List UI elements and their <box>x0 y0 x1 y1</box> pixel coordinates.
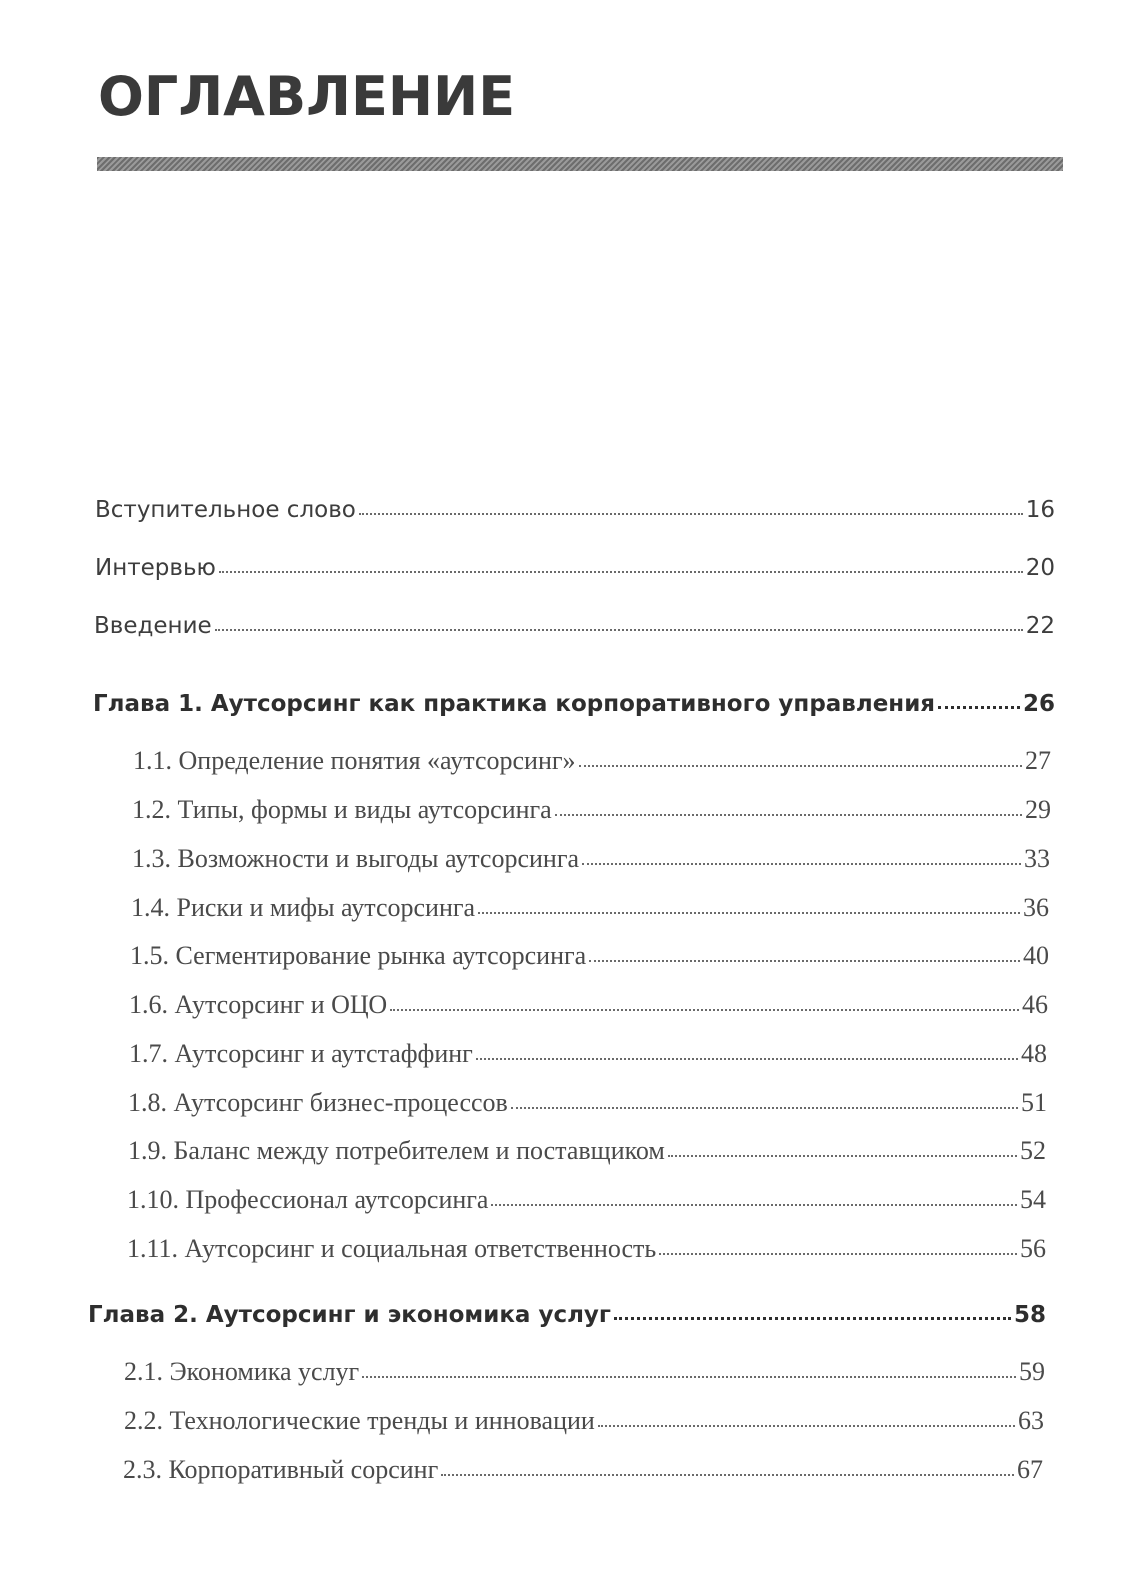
toc-entry-title: 2.3. Корпоративный сорсинг <box>123 1455 439 1484</box>
toc-entry-page: 29 <box>1025 795 1051 824</box>
toc-entry-title: 1.7. Аутсорсинг и аутстаффинг <box>129 1039 473 1068</box>
toc-entry-title: 1.9. Баланс между потребителем и поставщиком <box>128 1136 665 1165</box>
toc-entry-page: 27 <box>1025 746 1051 775</box>
toc-entry-page: 46 <box>1022 990 1048 1019</box>
dot-leader <box>668 1153 1017 1157</box>
toc-entry-page: 26 <box>1022 691 1055 717</box>
toc-entry-title: 1.8. Аутсорсинг бизнес-процессов <box>128 1088 508 1117</box>
toc-section-entry[interactable] <box>127 1234 1046 1264</box>
toc-entry-page: 33 <box>1024 844 1050 873</box>
toc-section-entry[interactable] <box>128 1136 1046 1166</box>
toc-entry[interactable] <box>95 555 1055 581</box>
toc-section-entry[interactable] <box>129 990 1048 1020</box>
toc-section-entry[interactable] <box>132 844 1050 874</box>
dot-leader <box>555 812 1022 816</box>
toc-section-entry[interactable] <box>130 941 1049 971</box>
toc-entry[interactable] <box>95 497 1055 523</box>
toc-entry-page: 16 <box>1025 497 1055 523</box>
toc-section-entry[interactable] <box>133 746 1051 776</box>
toc-entry-page: 48 <box>1021 1039 1047 1068</box>
toc-section-entry[interactable] <box>129 1039 1047 1069</box>
dot-leader <box>598 1423 1015 1427</box>
toc-entry-title: 1.5. Сегментирование рынка аутсорсинга <box>130 941 587 970</box>
dot-leader <box>579 763 1022 767</box>
dot-leader <box>390 1007 1019 1011</box>
toc-chapter-entry[interactable] <box>88 1302 1046 1328</box>
toc-entry-page: 52 <box>1020 1136 1046 1165</box>
dot-leader <box>511 1105 1018 1109</box>
toc-entry-title: 1.2. Типы, формы и виды аутсорсинга <box>132 795 552 824</box>
toc-section-entry[interactable] <box>127 1185 1046 1215</box>
toc-entry-page: 58 <box>1013 1302 1046 1328</box>
toc-entry-title: Интервью <box>95 555 216 581</box>
toc-entry-page: 40 <box>1023 941 1049 970</box>
toc-entry-page: 22 <box>1025 613 1055 639</box>
dot-leader <box>478 910 1020 914</box>
dot-leader <box>359 511 1023 515</box>
toc-section-entry[interactable] <box>128 1088 1047 1118</box>
dot-leader <box>659 1251 1017 1255</box>
toc-entry-title: 2.2. Технологические тренды и инновации <box>124 1406 595 1435</box>
dot-leader <box>215 627 1023 631</box>
toc-entry-title: 1.3. Возможности и выгоды аутсорсинга <box>132 844 580 873</box>
toc-entry-page: 20 <box>1025 555 1055 581</box>
toc-section-entry[interactable] <box>132 795 1051 825</box>
toc-entry-title: 1.1. Определение понятия «аутсорсинг» <box>133 746 576 775</box>
toc-chapter-entry[interactable] <box>93 691 1055 717</box>
toc-section-entry[interactable] <box>123 1455 1043 1485</box>
dot-leader <box>491 1202 1017 1206</box>
toc-entry-title: 2.1. Экономика услуг <box>124 1357 360 1386</box>
dot-leader <box>614 1315 1011 1320</box>
toc-entry-page: 67 <box>1017 1455 1043 1484</box>
toc-entry-title: 1.10. Профессионал аутсорсинга <box>127 1185 489 1214</box>
toc-section-entry[interactable] <box>124 1357 1045 1387</box>
dot-leader <box>362 1374 1016 1378</box>
page-title: ОГЛАВЛЕНИЕ <box>98 65 516 128</box>
toc-entry-page: 63 <box>1018 1406 1044 1435</box>
dot-leader <box>476 1056 1018 1060</box>
toc-section-entry[interactable] <box>131 893 1049 923</box>
toc-entry-page: 56 <box>1020 1234 1046 1263</box>
toc-entry-title: Глава 1. Аутсорсинг как практика корпоративного управления <box>93 691 936 717</box>
toc-entry-page: 54 <box>1020 1185 1046 1214</box>
toc-entry-page: 59 <box>1019 1357 1045 1386</box>
toc-entry[interactable] <box>94 613 1055 639</box>
toc-entry-title: Глава 2. Аутсорсинг и экономика услуг <box>88 1302 611 1328</box>
toc-entry-title: Вступительное слово <box>95 497 356 523</box>
toc-entry-title: 1.11. Аутсорсинг и социальная ответственность <box>127 1234 657 1263</box>
dot-leader <box>938 704 1020 709</box>
dot-leader <box>441 1472 1014 1476</box>
dot-leader <box>219 569 1023 573</box>
toc-entry-page: 51 <box>1021 1088 1047 1117</box>
toc-entry-title: 1.4. Риски и мифы аутсорсинга <box>131 893 476 922</box>
toc-entry-title: 1.6. Аутсорсинг и ОЦО <box>129 990 388 1019</box>
toc-entry-title: Введение <box>94 613 212 639</box>
toc-entry-page: 36 <box>1023 893 1049 922</box>
toc-section-entry[interactable] <box>124 1406 1044 1436</box>
dot-leader <box>582 861 1021 865</box>
dot-leader <box>589 958 1020 962</box>
